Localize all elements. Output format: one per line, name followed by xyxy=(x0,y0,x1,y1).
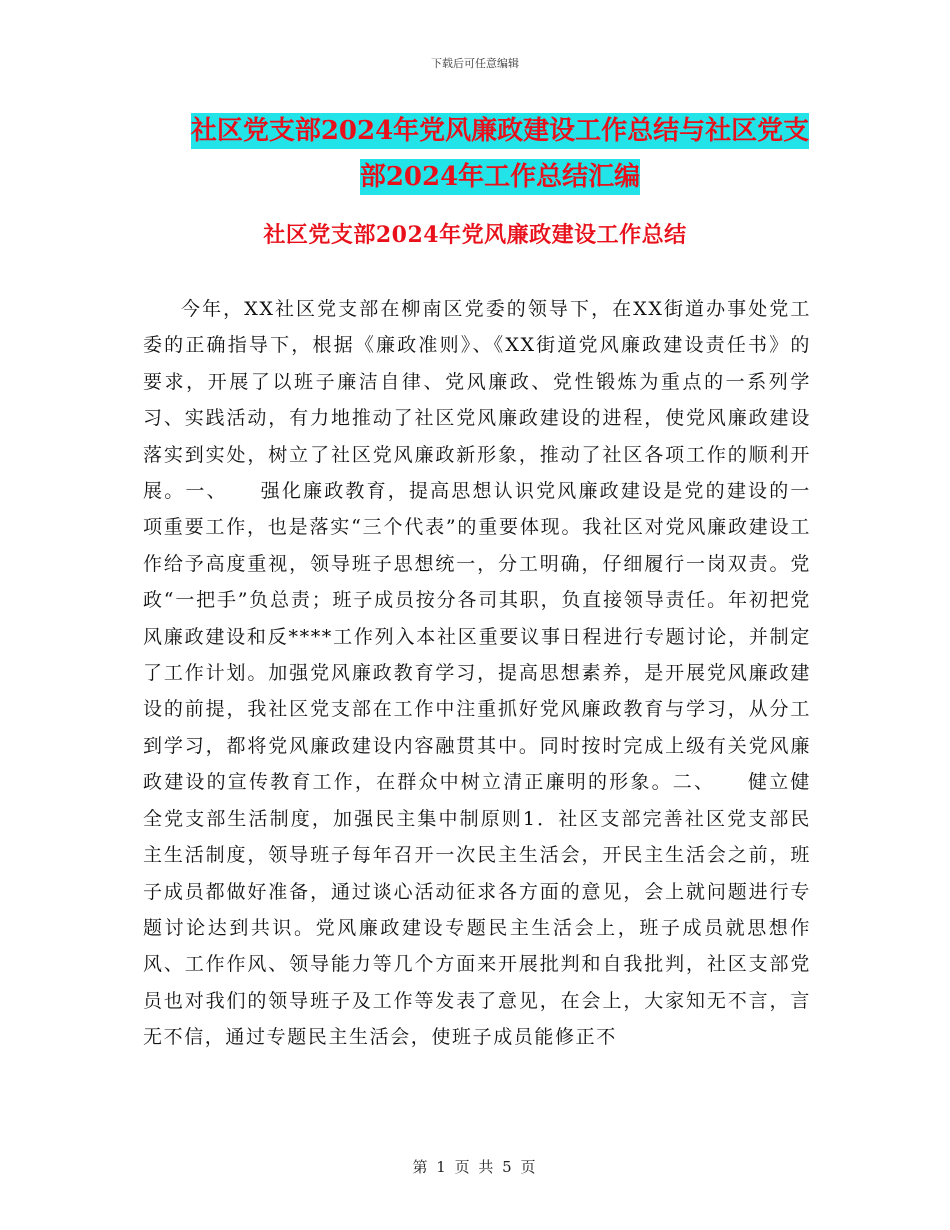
body-paragraph: 今年，XX社区党支部在柳南区党委的领导下，在XX街道办事处党工委的正确指导下，根据《廉政准则》、《XX街道党风廉政建设责任书》的要求，开展了以班子廉洁自律、党风廉政、党性锻炼为重点的一系列学习、实践活动，有力地推动了社区党风廉政建设的进程，使党风廉政建设落实到实处，树立了社区党风廉政新形象，推动了社区各项工作的顺利开展。一、 强化廉政教育，提高思想认识党风廉政建设是党的建设的一项重要工作，也是落实“三个代表”的重要体现。我社区对党风廉政建设工作给予高度重视，领导班子思想统一，分工明确，仔细履行一岗双责。党政“一把手”负总责；班子成员按分各司其职，负直接领导责任。年初把党风廉政建设和反****工作列入本社区重要议事日程进行专题讨论，并制定了工作计划。加强党风廉政教育学习，提高思想素养，是开展党风廉政建设的前提，我社区党支部在工作中注重抓好党风廉政教育与学习，从分工到学习，都将党风廉政建设内容融贯其中。同时按时完成上级有关党风廉政建设的宣传教育工作，在群众中树立清正廉明的形象。二、 健立健全党支部生活制度，加强民主集中制原则1．社区支部完善社区党支部民主生活制度，领导班子每年召开一次民主生活会，开民主生活会之前，班子成员都做好准备，通过谈心活动征求各方面的意见，会上就问题进行专题讨论达到共识。党风廉政建设专题民主生活会上，班子成员就思想作风、工作作风、领导能力等几个方面来开展批判和自我批判，社区支部党员也对我们的领导班子及工作等发表了意见，在会上，大家知无不言，言无不信，通过专题民主生活会，使班子成员能修正不 xyxy=(143,298,811,1049)
document-title-line-2: 部2024年工作总结汇编 xyxy=(360,159,640,195)
page-number-footer: 第 1 页 共 5 页 xyxy=(412,1158,538,1176)
document-title-line-1: 社区党支部2024年党风廉政建设工作总结与社区党支 xyxy=(191,113,809,149)
document-title xyxy=(140,108,860,200)
page-header-note: 下载后可任意编辑 xyxy=(431,57,519,70)
section-title: 社区党支部2024年党风廉政建设工作总结 xyxy=(263,222,687,248)
